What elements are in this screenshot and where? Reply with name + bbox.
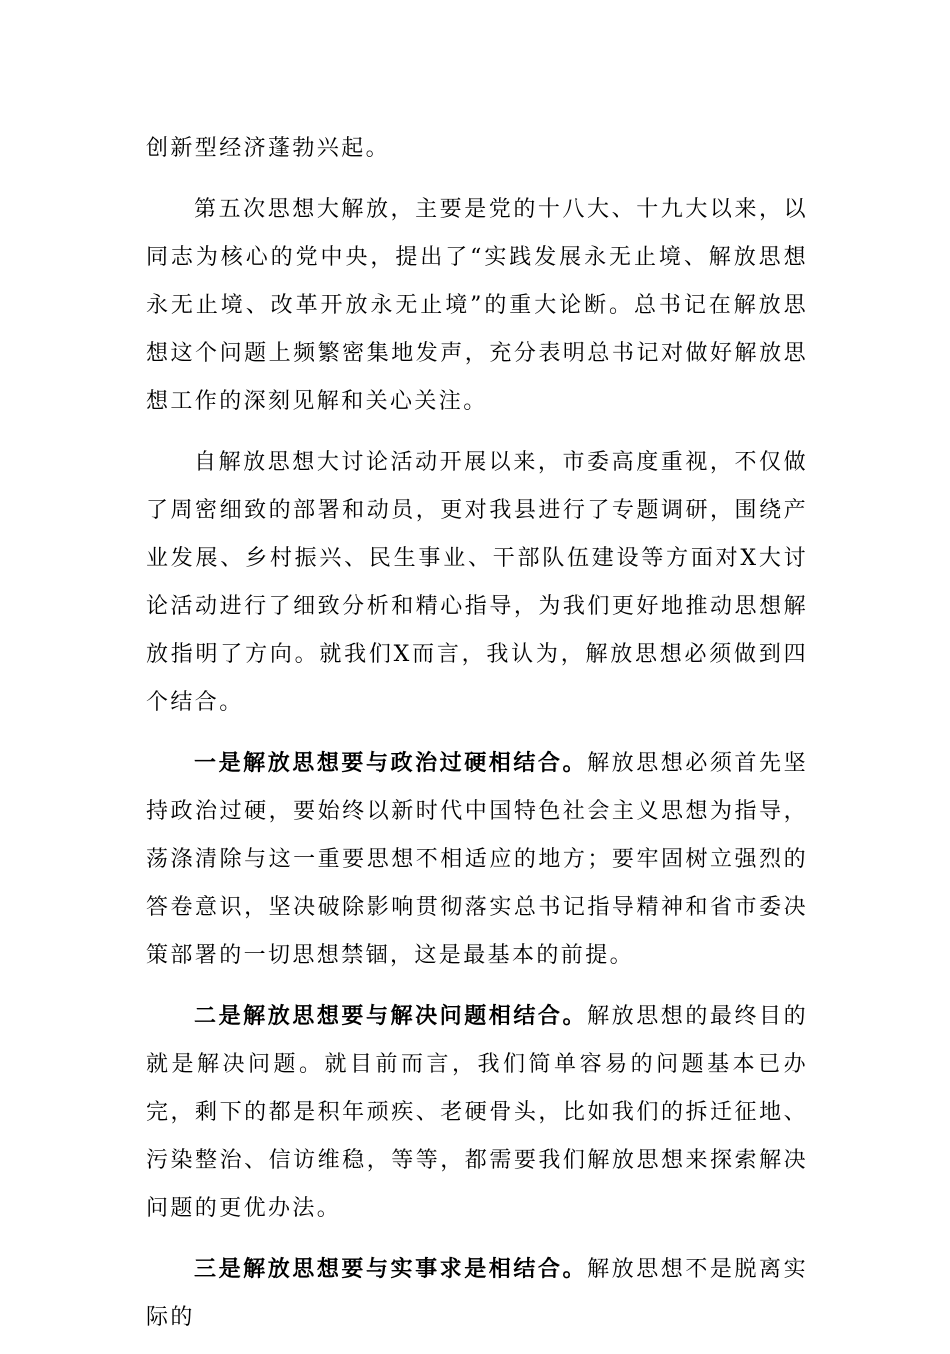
- paragraph-1-text: 创新型经济蓬勃兴起。: [146, 136, 391, 161]
- paragraph-4-text: 解放思想必须首先坚持政治过硬，要始终以新时代中国特色社会主义思想为指导，荡涤清除与这一重要思想不相适应的地方；要牢固树立强烈的答卷意识，坚决破除影响贯彻落实总书记指导精神和省市委决策部署的一切思想禁锢，这是最基本的前提。: [146, 751, 808, 968]
- paragraph-6: [146, 1245, 808, 1342]
- paragraph-6-text: 解放思想不是脱离实际的: [146, 1257, 808, 1330]
- paragraph-4-lead: 一是解放思想要与政治过硬相结合。: [194, 750, 588, 776]
- paragraph-3-text: 自解放思想大讨论活动开展以来，市委高度重视，不仅做了周密细致的部署和动员，更对我县进行了专题调研，围绕产业发展、乡村振兴、民生事业、干部队伍建设等方面对X大讨论活动进行了细致分析和精心指导，为我们更好地推动思想解放指明了方向。就我们X而言，我认为，解放思想必须做到四个结合。: [146, 450, 808, 715]
- paragraph-5: [146, 992, 808, 1233]
- document-body: [146, 124, 808, 1354]
- paragraph-2: [146, 185, 808, 426]
- paragraph-2-text: 第五次思想大解放，主要是党的十八大、十九大以来，以同志为核心的党中央，提出了“实践发展永无止境、解放思想永无止境、改革开放永无止境”的重大论断。总书记在解放思想这个问题上频繁密集地发声，充分表明总书记对做好解放思想工作的深刻见解和关心关注。: [146, 197, 808, 414]
- paragraph-6-lead: 三是解放思想要与实事求是相结合。: [194, 1256, 588, 1282]
- paragraph-5-text: 解放思想的最终目的就是解决问题。就目前而言，我们简单容易的问题基本已办完，剩下的都是积年顽疾、老硬骨头，比如我们的拆迁征地、污染整治、信访维稳，等等，都需要我们解放思想来探索解决问题的更优办法。: [146, 1004, 808, 1221]
- paragraph-3: [146, 438, 808, 727]
- paragraph-1: [146, 124, 808, 173]
- paragraph-4: [146, 739, 808, 980]
- paragraph-5-lead: 二是解放思想要与解决问题相结合。: [194, 1003, 588, 1029]
